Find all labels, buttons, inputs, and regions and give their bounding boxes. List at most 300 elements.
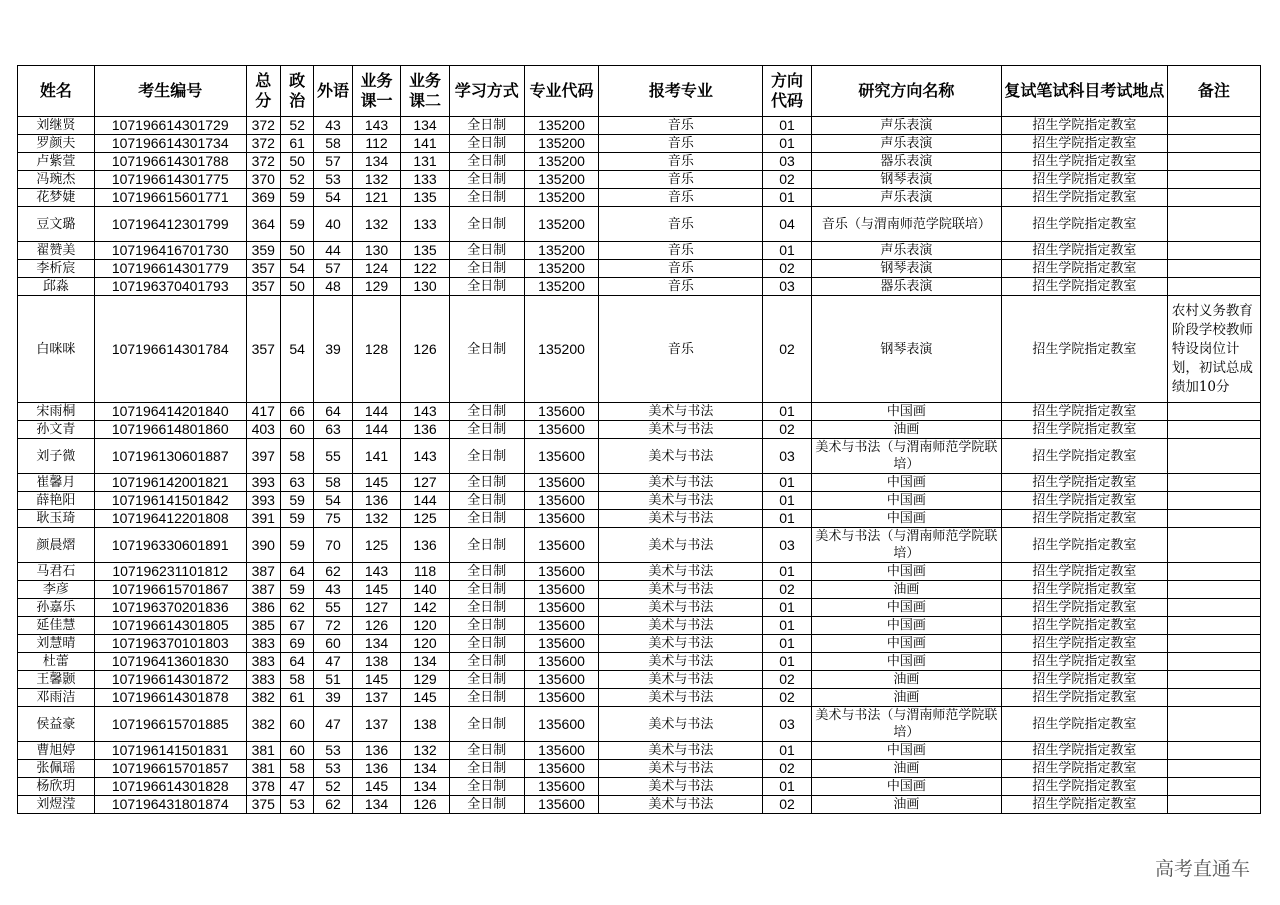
subject-one-score-cell: 132: [352, 207, 401, 242]
foreign-lang-score-cell: 54: [314, 189, 352, 207]
major-code-cell: 135600: [524, 778, 599, 796]
total-score-cell: 391: [246, 510, 280, 528]
remark-cell: [1167, 581, 1260, 599]
exam-location-cell: 招生学院指定教室: [1001, 563, 1167, 581]
remark-cell: [1167, 778, 1260, 796]
exam-location-cell: 招生学院指定教室: [1001, 439, 1167, 474]
major-name-cell: 音乐: [599, 153, 763, 171]
subject-one-score-cell: 126: [352, 617, 401, 635]
study-mode-cell: 全日制: [449, 760, 524, 778]
foreign-lang-score-cell: 60: [314, 635, 352, 653]
name-cell: 薛艳阳: [18, 492, 95, 510]
col-header: 考生编号: [94, 66, 246, 117]
subject-one-score-cell: 145: [352, 474, 401, 492]
total-score-cell: 369: [246, 189, 280, 207]
exam-id-cell: 107196614801860: [94, 421, 246, 439]
study-mode-cell: 全日制: [449, 617, 524, 635]
remark-cell: [1167, 153, 1260, 171]
table-body: [18, 117, 1261, 814]
politics-score-cell: 54: [280, 260, 313, 278]
subject-two-score-cell: 142: [401, 599, 450, 617]
exam-id-cell: 107196614301775: [94, 171, 246, 189]
direction-code-cell: 03: [763, 707, 812, 742]
direction-code-cell: 03: [763, 439, 812, 474]
foreign-lang-score-cell: 43: [314, 117, 352, 135]
table-row: [18, 689, 1261, 707]
politics-score-cell: 59: [280, 581, 313, 599]
direction-name-cell: 钢琴表演: [811, 260, 1001, 278]
remark-cell: [1167, 278, 1260, 296]
direction-name-cell: 油画: [811, 421, 1001, 439]
exam-id-cell: 107196412301799: [94, 207, 246, 242]
study-mode-cell: 全日制: [449, 189, 524, 207]
direction-code-cell: 01: [763, 599, 812, 617]
name-cell: 豆文璐: [18, 207, 95, 242]
subject-one-score-cell: 137: [352, 707, 401, 742]
name-cell: 邓雨洁: [18, 689, 95, 707]
subject-two-score-cell: 140: [401, 581, 450, 599]
subject-two-score-cell: 126: [401, 796, 450, 814]
foreign-lang-score-cell: 53: [314, 171, 352, 189]
name-cell: 刘煜滢: [18, 796, 95, 814]
subject-two-score-cell: 143: [401, 439, 450, 474]
subject-one-score-cell: 143: [352, 563, 401, 581]
major-code-cell: 135600: [524, 599, 599, 617]
name-cell: 崔馨月: [18, 474, 95, 492]
study-mode-cell: 全日制: [449, 581, 524, 599]
total-score-cell: 383: [246, 671, 280, 689]
foreign-lang-score-cell: 53: [314, 760, 352, 778]
exam-id-cell: 107196141501842: [94, 492, 246, 510]
name-cell: 卢紫萱: [18, 153, 95, 171]
study-mode-cell: 全日制: [449, 689, 524, 707]
table-row: [18, 153, 1261, 171]
exam-location-cell: 招生学院指定教室: [1001, 581, 1167, 599]
total-score-cell: 372: [246, 117, 280, 135]
total-score-cell: 417: [246, 403, 280, 421]
politics-score-cell: 67: [280, 617, 313, 635]
subject-two-score-cell: 130: [401, 278, 450, 296]
politics-score-cell: 60: [280, 707, 313, 742]
table-row: [18, 403, 1261, 421]
politics-score-cell: 64: [280, 563, 313, 581]
total-score-cell: 390: [246, 528, 280, 563]
name-cell: 罗颜夫: [18, 135, 95, 153]
exam-location-cell: 招生学院指定教室: [1001, 207, 1167, 242]
table-row: [18, 742, 1261, 760]
major-code-cell: 135600: [524, 635, 599, 653]
exam-location-cell: 招生学院指定教室: [1001, 153, 1167, 171]
direction-code-cell: 01: [763, 510, 812, 528]
exam-id-cell: 107196330601891: [94, 528, 246, 563]
total-score-cell: 372: [246, 153, 280, 171]
watermark: 高考直通车: [1154, 858, 1250, 880]
remark-cell: [1167, 207, 1260, 242]
study-mode-cell: 全日制: [449, 207, 524, 242]
name-cell: 李析宸: [18, 260, 95, 278]
foreign-lang-score-cell: 57: [314, 260, 352, 278]
remark-cell: [1167, 403, 1260, 421]
table-row: [18, 778, 1261, 796]
exam-id-cell: 107196431801874: [94, 796, 246, 814]
major-code-cell: 135600: [524, 581, 599, 599]
remark-cell: [1167, 689, 1260, 707]
table-row: [18, 492, 1261, 510]
exam-location-cell: 招生学院指定教室: [1001, 189, 1167, 207]
col-header: 业务课一: [352, 66, 401, 117]
exam-location-cell: 招生学院指定教室: [1001, 510, 1167, 528]
foreign-lang-score-cell: 51: [314, 671, 352, 689]
name-cell: 杜蕾: [18, 653, 95, 671]
direction-code-cell: 04: [763, 207, 812, 242]
major-name-cell: 音乐: [599, 207, 763, 242]
major-name-cell: 美术与书法: [599, 796, 763, 814]
exam-id-cell: 107196615701867: [94, 581, 246, 599]
table-row: [18, 671, 1261, 689]
exam-id-cell: 107196614301788: [94, 153, 246, 171]
exam-id-cell: 107196615701857: [94, 760, 246, 778]
exam-location-cell: 招生学院指定教室: [1001, 635, 1167, 653]
col-header: 业务课二: [401, 66, 450, 117]
politics-score-cell: 59: [280, 492, 313, 510]
foreign-lang-score-cell: 58: [314, 474, 352, 492]
subject-one-score-cell: 145: [352, 581, 401, 599]
exam-location-cell: 招生学院指定教室: [1001, 599, 1167, 617]
direction-code-cell: 02: [763, 671, 812, 689]
exam-location-cell: 招生学院指定教室: [1001, 492, 1167, 510]
direction-code-cell: 01: [763, 189, 812, 207]
direction-name-cell: 中国画: [811, 617, 1001, 635]
subject-one-score-cell: 143: [352, 117, 401, 135]
major-code-cell: 135200: [524, 242, 599, 260]
exam-location-cell: 招生学院指定教室: [1001, 796, 1167, 814]
politics-score-cell: 59: [280, 528, 313, 563]
total-score-cell: 386: [246, 599, 280, 617]
exam-location-cell: 招生学院指定教室: [1001, 278, 1167, 296]
direction-name-cell: 声乐表演: [811, 117, 1001, 135]
politics-score-cell: 66: [280, 403, 313, 421]
exam-id-cell: 107196412201808: [94, 510, 246, 528]
exam-id-cell: 107196614301779: [94, 260, 246, 278]
politics-score-cell: 64: [280, 653, 313, 671]
direction-name-cell: 中国画: [811, 510, 1001, 528]
foreign-lang-score-cell: 58: [314, 135, 352, 153]
major-code-cell: 135200: [524, 278, 599, 296]
major-name-cell: 美术与书法: [599, 510, 763, 528]
major-name-cell: 美术与书法: [599, 563, 763, 581]
table-row: [18, 242, 1261, 260]
major-name-cell: 美术与书法: [599, 653, 763, 671]
politics-score-cell: 60: [280, 421, 313, 439]
study-mode-cell: 全日制: [449, 742, 524, 760]
table-row: [18, 117, 1261, 135]
direction-code-cell: 02: [763, 296, 812, 403]
table-row: [18, 528, 1261, 563]
subject-one-score-cell: 144: [352, 403, 401, 421]
total-score-cell: 397: [246, 439, 280, 474]
foreign-lang-score-cell: 64: [314, 403, 352, 421]
foreign-lang-score-cell: 48: [314, 278, 352, 296]
total-score-cell: 364: [246, 207, 280, 242]
major-code-cell: 135600: [524, 760, 599, 778]
politics-score-cell: 59: [280, 207, 313, 242]
exam-id-cell: 107196231101812: [94, 563, 246, 581]
subject-two-score-cell: 122: [401, 260, 450, 278]
exam-id-cell: 107196614301805: [94, 617, 246, 635]
name-cell: 曹旭婷: [18, 742, 95, 760]
name-cell: 杨欣玥: [18, 778, 95, 796]
direction-code-cell: 01: [763, 135, 812, 153]
direction-code-cell: 02: [763, 171, 812, 189]
foreign-lang-score-cell: 39: [314, 689, 352, 707]
total-score-cell: 381: [246, 760, 280, 778]
direction-code-cell: 01: [763, 474, 812, 492]
col-header: 报考专业: [599, 66, 763, 117]
exam-id-cell: 107196614301828: [94, 778, 246, 796]
remark-cell: [1167, 635, 1260, 653]
name-cell: 孙文青: [18, 421, 95, 439]
study-mode-cell: 全日制: [449, 653, 524, 671]
total-score-cell: 357: [246, 260, 280, 278]
study-mode-cell: 全日制: [449, 796, 524, 814]
name-cell: 侯益豪: [18, 707, 95, 742]
name-cell: 耿玉琦: [18, 510, 95, 528]
subject-two-score-cell: 120: [401, 635, 450, 653]
study-mode-cell: 全日制: [449, 492, 524, 510]
table-row: [18, 278, 1261, 296]
subject-one-score-cell: 136: [352, 492, 401, 510]
major-code-cell: 135200: [524, 171, 599, 189]
major-name-cell: 音乐: [599, 117, 763, 135]
major-name-cell: 音乐: [599, 135, 763, 153]
subject-one-score-cell: 144: [352, 421, 401, 439]
remark-cell: [1167, 117, 1260, 135]
direction-code-cell: 02: [763, 260, 812, 278]
politics-score-cell: 52: [280, 171, 313, 189]
total-score-cell: 403: [246, 421, 280, 439]
exam-id-cell: 107196615701885: [94, 707, 246, 742]
exam-id-cell: 107196614301729: [94, 117, 246, 135]
direction-code-cell: 02: [763, 581, 812, 599]
subject-two-score-cell: 133: [401, 207, 450, 242]
subject-two-score-cell: 133: [401, 171, 450, 189]
name-cell: 花梦婕: [18, 189, 95, 207]
exam-id-cell: 107196142001821: [94, 474, 246, 492]
table-row: [18, 796, 1261, 814]
total-score-cell: 383: [246, 653, 280, 671]
politics-score-cell: 59: [280, 510, 313, 528]
major-code-cell: 135200: [524, 117, 599, 135]
major-code-cell: 135200: [524, 135, 599, 153]
table-row: [18, 189, 1261, 207]
direction-name-cell: 钢琴表演: [811, 171, 1001, 189]
remark-cell: [1167, 510, 1260, 528]
exam-id-cell: 107196614301734: [94, 135, 246, 153]
politics-score-cell: 52: [280, 117, 313, 135]
subject-one-score-cell: 121: [352, 189, 401, 207]
study-mode-cell: 全日制: [449, 474, 524, 492]
direction-name-cell: 中国画: [811, 653, 1001, 671]
remark-cell: [1167, 439, 1260, 474]
remark-cell: [1167, 707, 1260, 742]
direction-code-cell: 02: [763, 421, 812, 439]
study-mode-cell: 全日制: [449, 707, 524, 742]
major-name-cell: 美术与书法: [599, 689, 763, 707]
name-cell: 邱淼: [18, 278, 95, 296]
study-mode-cell: 全日制: [449, 278, 524, 296]
remark-cell: [1167, 599, 1260, 617]
major-name-cell: 美术与书法: [599, 635, 763, 653]
direction-name-cell: 中国画: [811, 742, 1001, 760]
exam-id-cell: 107196414201840: [94, 403, 246, 421]
politics-score-cell: 58: [280, 760, 313, 778]
col-header: 总分: [246, 66, 280, 117]
subject-one-score-cell: 125: [352, 528, 401, 563]
subject-two-score-cell: 143: [401, 403, 450, 421]
politics-score-cell: 59: [280, 189, 313, 207]
total-score-cell: 359: [246, 242, 280, 260]
exam-location-cell: 招生学院指定教室: [1001, 778, 1167, 796]
politics-score-cell: 60: [280, 742, 313, 760]
subject-one-score-cell: 145: [352, 778, 401, 796]
foreign-lang-score-cell: 47: [314, 653, 352, 671]
direction-name-cell: 中国画: [811, 474, 1001, 492]
exam-location-cell: 招生学院指定教室: [1001, 171, 1167, 189]
subject-one-score-cell: 128: [352, 296, 401, 403]
table-row: [18, 760, 1261, 778]
remark-cell: [1167, 492, 1260, 510]
politics-score-cell: 54: [280, 296, 313, 403]
major-code-cell: 135600: [524, 403, 599, 421]
subject-two-score-cell: 136: [401, 421, 450, 439]
foreign-lang-score-cell: 47: [314, 707, 352, 742]
total-score-cell: 387: [246, 563, 280, 581]
direction-code-cell: 02: [763, 689, 812, 707]
exam-id-cell: 107196413601830: [94, 653, 246, 671]
subject-two-score-cell: 136: [401, 528, 450, 563]
major-code-cell: 135600: [524, 742, 599, 760]
major-code-cell: 135200: [524, 260, 599, 278]
study-mode-cell: 全日制: [449, 563, 524, 581]
study-mode-cell: 全日制: [449, 671, 524, 689]
foreign-lang-score-cell: 53: [314, 742, 352, 760]
remark-cell: 农村义务教育阶段学校教师特设岗位计划，初试总成绩加10分: [1167, 296, 1260, 403]
remark-cell: [1167, 528, 1260, 563]
col-header: 专业代码: [524, 66, 599, 117]
subject-two-score-cell: 126: [401, 296, 450, 403]
direction-name-cell: 美术与书法（与渭南师范学院联培）: [811, 528, 1001, 563]
direction-code-cell: 01: [763, 653, 812, 671]
subject-one-score-cell: 138: [352, 653, 401, 671]
foreign-lang-score-cell: 54: [314, 492, 352, 510]
study-mode-cell: 全日制: [449, 635, 524, 653]
exam-location-cell: 招生学院指定教室: [1001, 403, 1167, 421]
study-mode-cell: 全日制: [449, 171, 524, 189]
direction-name-cell: 器乐表演: [811, 278, 1001, 296]
subject-one-score-cell: 141: [352, 439, 401, 474]
exam-id-cell: 107196141501831: [94, 742, 246, 760]
major-name-cell: 美术与书法: [599, 671, 763, 689]
subject-two-score-cell: 134: [401, 653, 450, 671]
foreign-lang-score-cell: 62: [314, 796, 352, 814]
major-code-cell: 135600: [524, 671, 599, 689]
foreign-lang-score-cell: 55: [314, 599, 352, 617]
subject-two-score-cell: 135: [401, 189, 450, 207]
direction-code-cell: 01: [763, 242, 812, 260]
politics-score-cell: 61: [280, 135, 313, 153]
table-row: [18, 635, 1261, 653]
subject-two-score-cell: 132: [401, 742, 450, 760]
direction-code-cell: 01: [763, 403, 812, 421]
major-code-cell: 135600: [524, 492, 599, 510]
name-cell: 张佩瑶: [18, 760, 95, 778]
direction-name-cell: 中国画: [811, 778, 1001, 796]
name-cell: 冯琬杰: [18, 171, 95, 189]
major-name-cell: 音乐: [599, 260, 763, 278]
politics-score-cell: 61: [280, 689, 313, 707]
major-name-cell: 美术与书法: [599, 439, 763, 474]
subject-one-score-cell: 129: [352, 278, 401, 296]
politics-score-cell: 53: [280, 796, 313, 814]
politics-score-cell: 47: [280, 778, 313, 796]
direction-code-cell: 01: [763, 742, 812, 760]
major-name-cell: 美术与书法: [599, 742, 763, 760]
direction-name-cell: 油画: [811, 671, 1001, 689]
exam-location-cell: 招生学院指定教室: [1001, 760, 1167, 778]
study-mode-cell: 全日制: [449, 153, 524, 171]
total-score-cell: 387: [246, 581, 280, 599]
direction-code-cell: 01: [763, 117, 812, 135]
total-score-cell: 393: [246, 492, 280, 510]
col-header: 政治: [280, 66, 313, 117]
exam-id-cell: 107196416701730: [94, 242, 246, 260]
exam-location-cell: 招生学院指定教室: [1001, 135, 1167, 153]
major-name-cell: 美术与书法: [599, 403, 763, 421]
direction-code-cell: 03: [763, 278, 812, 296]
table-row: [18, 421, 1261, 439]
total-score-cell: 375: [246, 796, 280, 814]
exam-id-cell: 107196370201836: [94, 599, 246, 617]
subject-one-score-cell: 137: [352, 689, 401, 707]
major-code-cell: 135200: [524, 207, 599, 242]
subject-two-score-cell: 129: [401, 671, 450, 689]
major-name-cell: 美术与书法: [599, 581, 763, 599]
subject-two-score-cell: 141: [401, 135, 450, 153]
study-mode-cell: 全日制: [449, 403, 524, 421]
total-score-cell: 385: [246, 617, 280, 635]
direction-code-cell: 02: [763, 796, 812, 814]
study-mode-cell: 全日制: [449, 296, 524, 403]
direction-code-cell: 01: [763, 563, 812, 581]
direction-name-cell: 钢琴表演: [811, 296, 1001, 403]
table-row: [18, 439, 1261, 474]
exam-location-cell: 招生学院指定教室: [1001, 617, 1167, 635]
col-header: 姓名: [18, 66, 95, 117]
major-name-cell: 美术与书法: [599, 707, 763, 742]
foreign-lang-score-cell: 52: [314, 778, 352, 796]
subject-one-score-cell: 124: [352, 260, 401, 278]
foreign-lang-score-cell: 55: [314, 439, 352, 474]
remark-cell: [1167, 742, 1260, 760]
major-code-cell: 135600: [524, 617, 599, 635]
table-row: [18, 207, 1261, 242]
col-header: 外语: [314, 66, 352, 117]
direction-name-cell: 油画: [811, 689, 1001, 707]
direction-name-cell: 中国画: [811, 599, 1001, 617]
study-mode-cell: 全日制: [449, 242, 524, 260]
remark-cell: [1167, 617, 1260, 635]
direction-code-cell: 03: [763, 528, 812, 563]
